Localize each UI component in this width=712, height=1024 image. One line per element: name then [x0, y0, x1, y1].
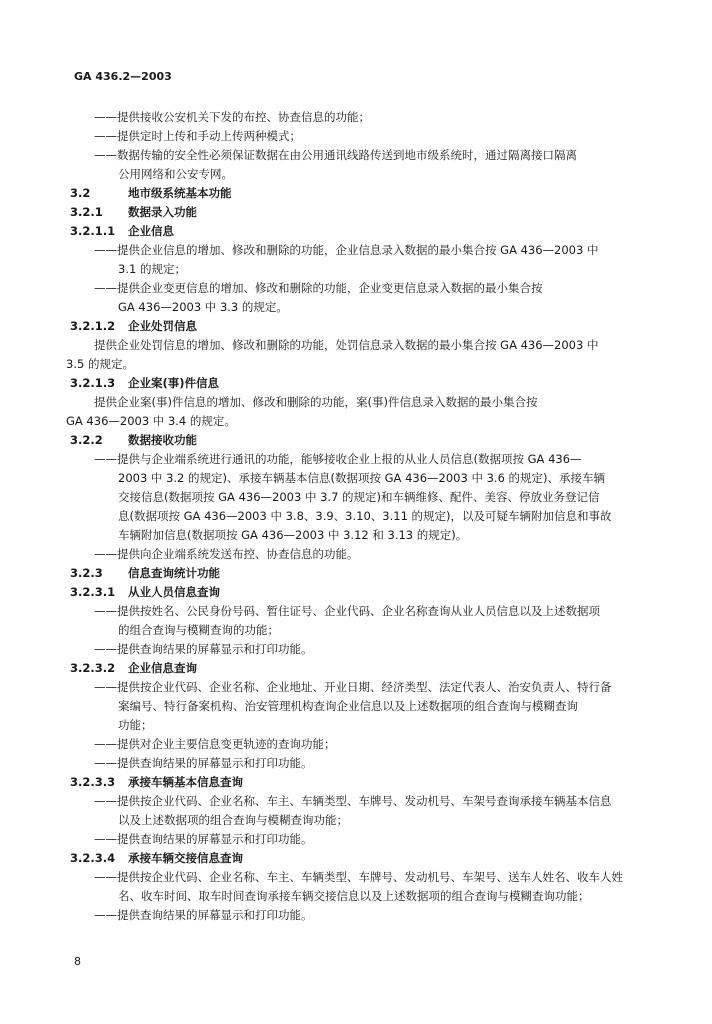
continuation-line: 以及上述数据项的组合查询与模糊查询功能； — [118, 813, 348, 827]
continuation-line: 案编号、特行备案机构、治安管理机构查询企业信息以及上述数据项的组合查询与模糊查询 — [118, 699, 578, 713]
section-heading — [66, 773, 648, 792]
section-number: 3.2.1.2 — [70, 319, 116, 333]
section-heading — [66, 317, 648, 336]
section-heading — [66, 203, 648, 222]
section-number: 3.2.3 — [70, 566, 103, 580]
section-title: 企业信息 — [128, 224, 174, 238]
section-number: 3.2.3.4 — [70, 851, 116, 865]
section-title: 数据接收功能 — [128, 433, 197, 447]
section-title: 地市级系统基本功能 — [128, 186, 232, 200]
paragraph-continuation: GA 436—2003 中 3.4 的规定。 — [66, 414, 236, 428]
bullet-item: ——提供查询结果的屏幕显示和打印功能。 — [94, 908, 313, 922]
continuation-line: 公用网络和公安专网。 — [118, 167, 233, 181]
section-title: 承接车辆基本信息查询 — [128, 775, 243, 789]
section-heading — [66, 222, 648, 241]
bullet-item: ——提供按企业代码、企业名称、车主、车辆类型、车牌号、发动机号、车架号、送车人姓名、收车人姓 — [94, 870, 623, 884]
section-title: 数据录入功能 — [128, 205, 197, 219]
bullet-item: ——提供查询结果的屏幕显示和打印功能。 — [94, 832, 313, 846]
section-number: 3.2.3.1 — [70, 585, 116, 599]
section-heading — [66, 184, 648, 203]
continuation-line: 3.1 的规定； — [118, 262, 186, 276]
section-number: 3.2 — [70, 186, 91, 200]
continuation-line: 息(数据项按 GA 436—2003 中 3.8、3.9、3.10、3.11 的规定)，以及可疑车辆附加信息和事故 — [118, 509, 612, 523]
section-title: 企业处罚信息 — [128, 319, 197, 333]
continuation-line: 交接信息(数据项按 GA 436—2003 中 3.7 的规定)和车辆维修、配件、美容、停放业务登记信 — [118, 490, 600, 504]
section-number: 3.2.3.3 — [70, 775, 116, 789]
continuation-line: 2003 中 3.2 的规定)、承接车辆基本信息(数据项按 GA 436—2003 中 3.6 的规定)、承接车辆 — [118, 471, 606, 485]
section-heading — [66, 374, 648, 393]
section-heading — [66, 431, 648, 450]
section-number: 3.2.1.1 — [70, 224, 116, 238]
bullet-item: ——提供企业信息的增加、修改和删除的功能，企业信息录入数据的最小集合按 GA 436—2003 中 — [94, 243, 599, 257]
bullet-item: ——提供定时上传和手动上传两种模式； — [94, 129, 301, 143]
paragraph-line: 提供企业处罚信息的增加、修改和删除的功能，处罚信息录入数据的最小集合按 GA 436—2003 中 — [94, 338, 599, 352]
section-number: 3.2.3.2 — [70, 661, 116, 675]
section-number: 3.2.1.3 — [70, 376, 116, 390]
section-number: 3.2.2 — [70, 433, 103, 447]
section-number: 3.2.1 — [70, 205, 103, 219]
bullet-item: ——提供按企业代码、企业名称、车主、车辆类型、车牌号、发动机号、车架号查询承接车辆基本信息 — [94, 794, 612, 808]
bullet-item: ——提供按姓名、公民身份号码、暂住证号、企业代码、企业名称查询从业人员信息以及上述数据项 — [94, 604, 600, 618]
section-heading — [66, 849, 648, 868]
document-body — [66, 108, 648, 925]
paragraph-line: 提供企业案(事)件信息的增加、修改和删除的功能，案(事)件信息录入数据的最小集合按 — [94, 395, 538, 409]
bullet-item: ——数据传输的安全性必须保证数据在由公用通讯线路传送到地市级系统时，通过隔离接口隔离 — [94, 148, 577, 162]
bullet-item: ——提供向企业端系统发送布控、协查信息的功能。 — [94, 547, 359, 561]
section-title: 企业案(事)件信息 — [128, 376, 220, 390]
section-title: 信息查询统计功能 — [128, 566, 220, 580]
bullet-item: ——提供企业变更信息的增加、修改和删除的功能，企业变更信息录入数据的最小集合按 — [94, 281, 543, 295]
section-heading — [66, 659, 648, 678]
continuation-line: 的组合查询与模糊查询的功能； — [118, 623, 279, 637]
standard-number-header: GA 436.2—2003 — [74, 70, 172, 83]
continuation-line: 功能； — [118, 718, 153, 732]
paragraph-continuation: 3.5 的规定。 — [66, 357, 134, 371]
bullet-item: ——提供与企业端系统进行通讯的功能，能够接收企业上报的从业人员信息(数据项按 GA 436— — [94, 452, 582, 466]
section-heading — [66, 564, 648, 583]
continuation-line: GA 436—2003 中 3.3 的规定。 — [118, 300, 288, 314]
page-number: 8 — [74, 955, 81, 968]
bullet-item: ——提供接收公安机关下发的布控、协查信息的功能； — [94, 110, 370, 124]
bullet-item: ——提供查询结果的屏幕显示和打印功能。 — [94, 756, 313, 770]
section-title: 承接车辆交接信息查询 — [128, 851, 243, 865]
bullet-item: ——提供查询结果的屏幕显示和打印功能。 — [94, 642, 313, 656]
bullet-item: ——提供对企业主要信息变更轨迹的查询功能； — [94, 737, 336, 751]
continuation-line: 名、收车时间、取车时间查询承接车辆交接信息以及上述数据项的组合查询与模糊查询功能； — [118, 889, 590, 903]
bullet-item: ——提供按企业代码、企业名称、企业地址、开业日期、经济类型、法定代表人、治安负责人、特行备 — [94, 680, 612, 694]
section-heading — [66, 583, 648, 602]
continuation-line: 车辆附加信息(数据项按 GA 436—2003 中 3.12 和 3.13 的规定)。 — [118, 528, 468, 542]
section-title: 企业信息查询 — [128, 661, 197, 675]
section-title: 从业人员信息查询 — [128, 585, 220, 599]
